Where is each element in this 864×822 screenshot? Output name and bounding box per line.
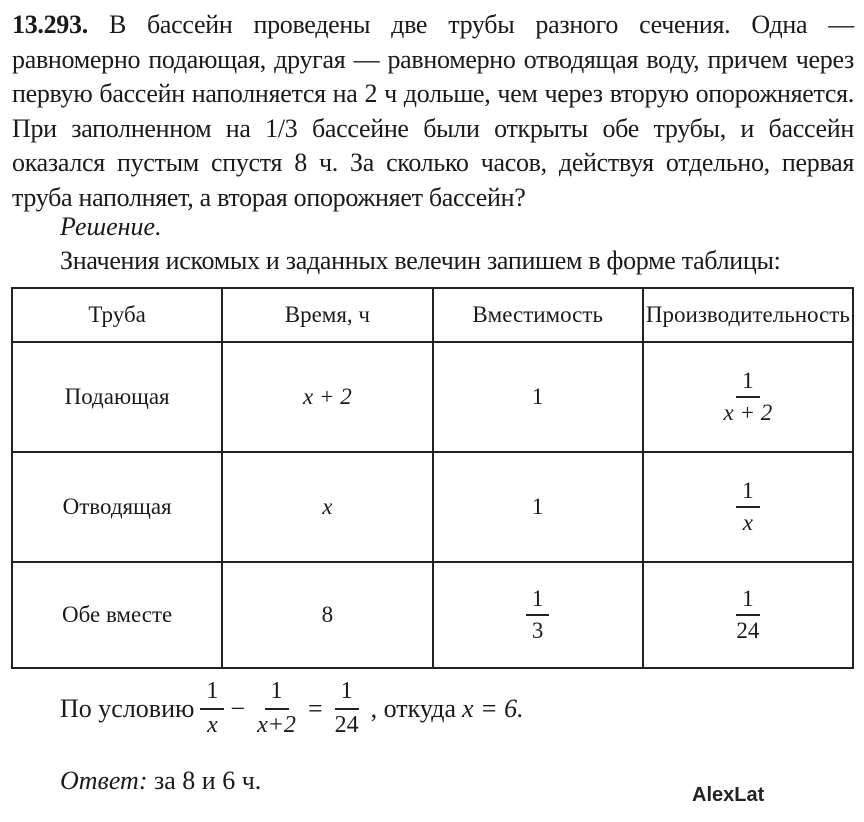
condition-result: x = 6. [462,693,524,723]
minus-sign: − [230,693,246,723]
fraction-numerator: 1 [736,478,760,508]
table-row [12,342,853,452]
cell-pipe: Обе вместе [12,562,222,668]
fraction-denominator: x [742,510,753,535]
fraction-denominator: x [207,711,218,738]
fraction-numerator: 1 [736,368,760,398]
fraction-numerator: 1 [526,586,550,616]
problem-statement [12,8,854,215]
table-row [12,452,853,562]
header-capacity: Вместимость [433,288,643,342]
header-pipe: Труба [12,288,222,342]
header-rate: Производительность [643,288,853,342]
equation-fraction [200,678,224,739]
capacity-fraction [526,586,550,645]
cell-capacity: 1 [433,452,643,562]
condition-suffix: , откуда [370,693,457,723]
cell-capacity [433,562,643,668]
solution-heading: Решение. [60,212,162,241]
cell-capacity: 1 [433,342,643,452]
fraction-numerator: 1 [265,678,289,710]
cell-time: 8 [222,562,432,668]
values-table [11,287,854,669]
condition-equation [60,678,524,739]
fraction-denominator: 24 [736,618,760,643]
cell-time: x [222,452,432,562]
rate-fraction [730,586,765,645]
cell-rate [643,562,853,668]
cell-rate [643,452,853,562]
table-row [12,562,853,668]
equation-fraction [251,678,302,739]
cell-pipe: Отводящая [12,452,222,562]
cell-rate [643,342,853,452]
fraction-denominator: 3 [531,618,544,643]
answer-text: за 8 и 6 ч. [153,766,262,795]
solution-intro: Значения искомых и заданных велечин запишем в форме таблицы: [60,246,781,275]
cell-time: x + 2 [222,342,432,452]
rate-fraction [736,478,760,537]
fraction-denominator: x+2 [257,711,296,738]
condition-prefix: По условию [60,693,195,723]
watermark: AlexLat [692,784,765,806]
fraction-numerator: 1 [200,678,224,710]
fraction-denominator: x + 2 [723,400,773,425]
cell-pipe: Подающая [12,342,222,452]
rate-fraction [718,368,779,427]
answer-label: Ответ: [60,766,148,795]
header-time: Время, ч [222,288,432,342]
fraction-denominator: 24 [334,711,359,738]
answer-line [60,766,261,796]
problem-text: В бассейн проведены две трубы разного сечения. Одна — равномерно подающая, другая — равномерно отводящая воду, причем через первую бассейн наполняется на 2 ч дольше, чем через вторую опорожняется. При заполненном на 1/3 бассейне были открыты обе трубы, и бассейн оказался пустым спустя 8 ч. За сколько часов, действуя отдельно, первая труба наполняет, а вторая опорожняет бассейн? [12,10,854,212]
fraction-numerator: 1 [736,586,760,616]
table-header-row [12,288,853,342]
equals-sign: = [307,693,323,723]
fraction-numerator: 1 [335,678,359,710]
problem-number: 13.293. [12,10,88,39]
equation-fraction [329,678,365,739]
